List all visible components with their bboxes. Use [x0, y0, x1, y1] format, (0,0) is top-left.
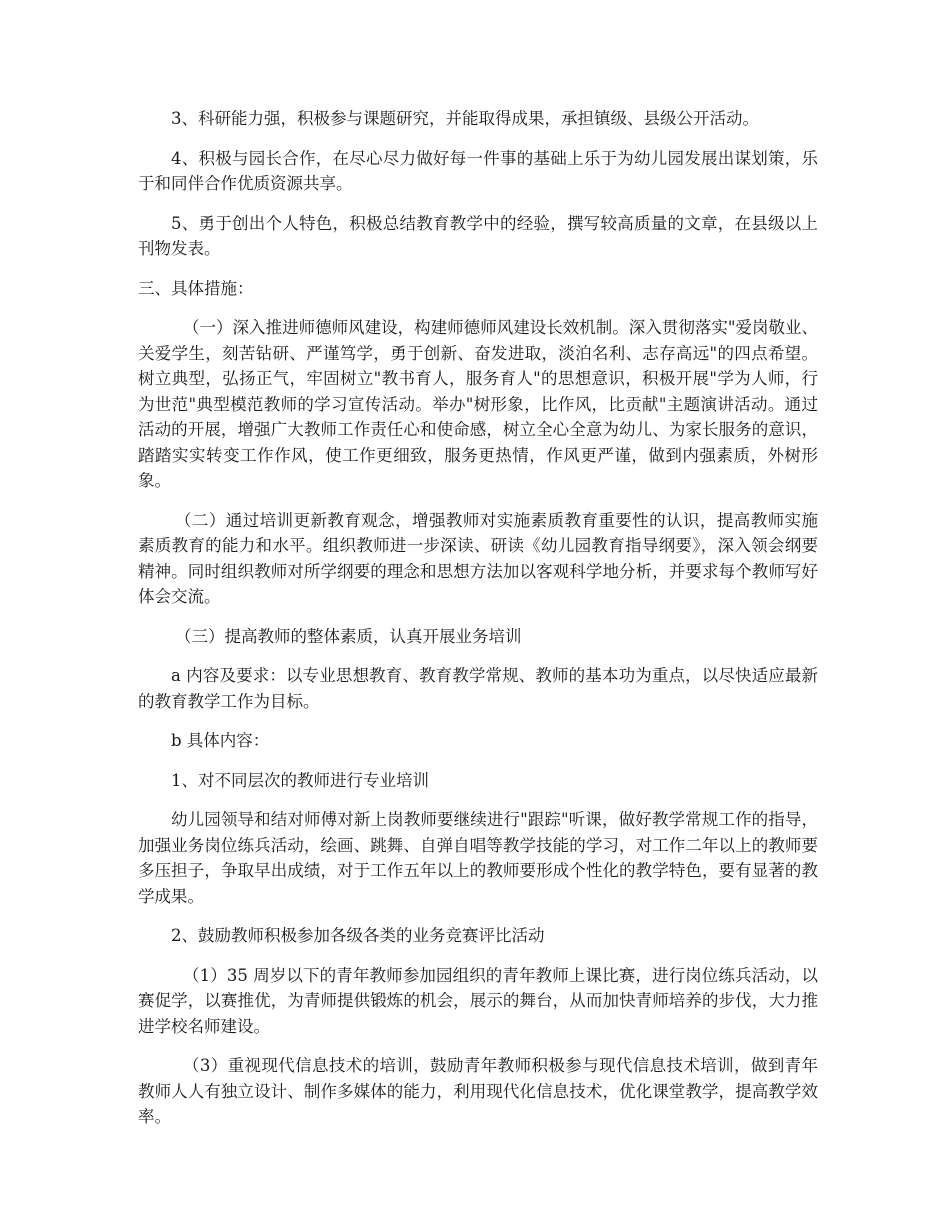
paragraph-competition-1: （1）35 周岁以下的青年教师参加园组织的青年教师上课比赛，进行岗位练兵活动，以赛促学，以赛推优，为青师提供锻炼的机会，展示的舞台，从而加快青师培养的步伐，大力推进学校名师建设。: [138, 965, 818, 1036]
paragraph-competition-heading: 2、鼓励教师积极参加各级各类的业务竞赛评比活动: [171, 926, 545, 945]
paragraph-training-heading: 1、对不同层次的教师进行专业培训: [171, 770, 429, 790]
paragraph-competition-3: （3）重视现代信息技术的培训，鼓励青年教师积极参与现代信息技术培训，做到青年教师人人有独立设计、制作多媒体的能力，利用现代化信息技术，优化课堂教学，提高教学效率。: [138, 1056, 818, 1126]
paragraph-item-4: 4、积极与园长合作，在尽心尽力做好每一件事的基础上乐于为幼儿园发展出谋划策，乐于和同伴合作优质资源共享。: [138, 148, 818, 193]
paragraph-item-3: 3、科研能力强，积极参与课题研究，并能取得成果，承担镇级、县级公开活动。: [171, 109, 759, 128]
document-body: [138, 106, 818, 1144]
paragraph-specific-content: b 具体内容：: [171, 731, 270, 750]
paragraph-measure-1: （一）深入推进师德师风建设，构建师德师风建设长效机制。深入贯彻落实"爱岗敬业、关爱学生，刻苦钻研、严谨笃学，勇于创新、奋发进取，淡泊名利、志存高远"的四点希望。树立典型，弘扬正气，牢固树立"教书育人，服务育人"的思想意识，积极开展"学为人师，行为世范"典型模范教师的学习宣传活动。举办"树形象，比作风，比贡献"主题演讲活动。通过活动的开展，增强广大教师工作责任心和使命感，树立全心全意为幼儿、为家长服务的意识，踏踏实实转变工作作风，使工作更细致，服务更热情，作风更严谨，做到内强素质，外树形象。: [138, 318, 818, 490]
paragraph-measure-2: （二）通过培训更新教育观念，增强教师对实施素质教育重要性的认识，提高教师实施素质教育的能力和水平。组织教师进一步深读、研读《幼儿园教育指导纲要》，深入领会纲要精神。同时组织教师对所学纲要的理念和思想方法加以客观科学地分析，并要求每个教师写好体会交流。: [138, 510, 818, 606]
paragraph-content-requirements: a 内容及要求：以专业思想教育、教育教学常规、教师的基本功为重点，以尽快适应最新的教育教学工作为目标。: [138, 666, 818, 711]
section-heading-measures: 三、具体措施：: [138, 278, 254, 298]
paragraph-training-body: 幼儿园领导和结对师傅对新上岗教师要继续进行"跟踪"听课，做好教学常规工作的指导，加强业务岗位练兵活动，绘画、跳舞、自弹自唱等教学技能的学习，对工作二年以上的教师要多压担子，争取早出成绩，对于工作五年以上的教师要形成个性化的教学特色，要有显著的教学成果。: [138, 810, 818, 906]
paragraph-item-5: 5、勇于创出个人特色，积极总结教育教学中的经验，撰写较高质量的文章，在县级以上刊物发表。: [138, 213, 818, 258]
paragraph-measure-3-heading: （三）提高教师的整体素质，认真开展业务培训: [175, 626, 522, 646]
